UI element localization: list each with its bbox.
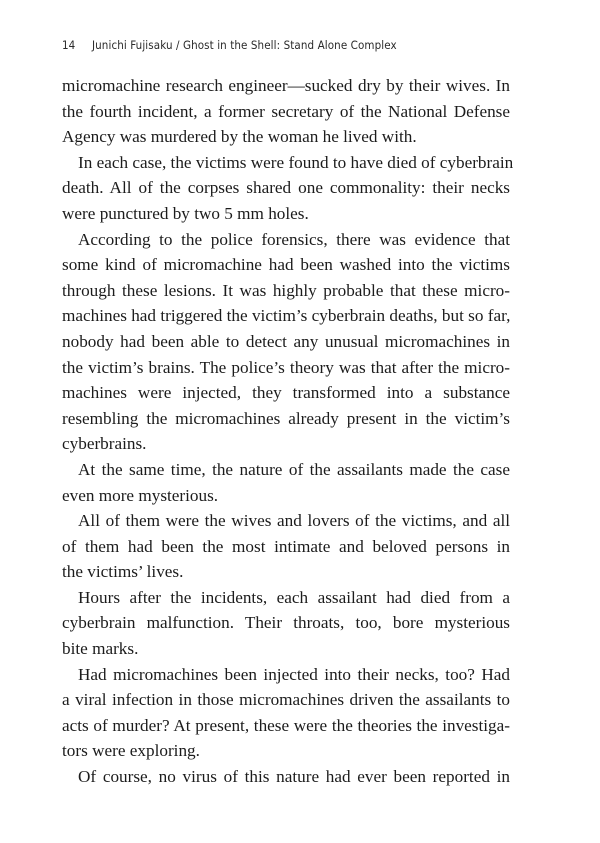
text-line: Had micromachines been injected into their necks, too? Had xyxy=(78,664,510,684)
text-line: through these lesions. It was highly probable that these micro- xyxy=(62,280,510,300)
text-line: some kind of micromachine had been washed into the victims xyxy=(62,255,510,275)
text-line: the victims’ lives. xyxy=(62,562,184,582)
page-number: 14 xyxy=(62,38,76,52)
text-line: Agency was murdered by the woman he lived with. xyxy=(62,127,417,147)
text-line: acts of murder? At present, these were the theories the investiga- xyxy=(62,715,510,735)
paragraph xyxy=(62,764,510,790)
text-line: In each case, the victims were found to have died of cyberbrain xyxy=(78,152,514,172)
text-line: the fourth incident, a former secretary of the National Defense xyxy=(62,101,510,121)
paragraph xyxy=(62,73,510,150)
text-line: machines were injected, they transformed into a substance xyxy=(62,383,510,403)
text-line: nobody had been able to detect any unusual micromachines in xyxy=(62,331,510,351)
text-line: Of course, no virus of this nature had ever been reported in xyxy=(78,767,510,787)
text-line: bite marks. xyxy=(62,639,139,659)
text-line: were punctured by two 5 mm holes. xyxy=(62,203,309,223)
body-text xyxy=(62,73,514,790)
text-line: All of them were the wives and lovers of the victims, and all xyxy=(78,511,510,531)
text-line: the victim’s brains. The police’s theory was that after the micro- xyxy=(62,357,510,377)
text-line: micromachine research engineer—sucked dry by their wives. In xyxy=(62,76,510,95)
text-line: cyberbrain malfunction. Their throats, too, bore mysterious xyxy=(62,613,510,633)
running-head xyxy=(62,38,397,52)
paragraph xyxy=(62,150,514,227)
text-line: machines had triggered the victim’s cyberbrain deaths, but so far, xyxy=(62,306,511,326)
paragraph xyxy=(62,585,510,662)
text-line: At the same time, the nature of the assailants made the case xyxy=(78,459,510,479)
text-line: cyberbrains. xyxy=(62,434,147,454)
running-head-title: Junichi Fujisaku / Ghost in the Shell: Stand Alone Complex xyxy=(92,38,397,52)
text-line: resembling the micromachines already present in the victim’s xyxy=(62,408,510,428)
text-line: a viral infection in those micromachines driven the assailants to xyxy=(62,690,510,710)
text-line: tors were exploring. xyxy=(62,741,200,761)
text-line: death. All of the corpses shared one commonality: their necks xyxy=(62,178,510,198)
text-line: Hours after the incidents, each assailant had died from a xyxy=(78,587,510,607)
paragraph xyxy=(62,457,510,508)
text-line: of them had been the most intimate and beloved persons in xyxy=(62,536,510,556)
paragraph xyxy=(62,508,510,585)
text-line: even more mysterious. xyxy=(62,485,219,505)
paragraph xyxy=(62,662,510,764)
text-line: According to the police forensics, there was evidence that xyxy=(78,229,510,249)
paragraph xyxy=(62,227,510,457)
